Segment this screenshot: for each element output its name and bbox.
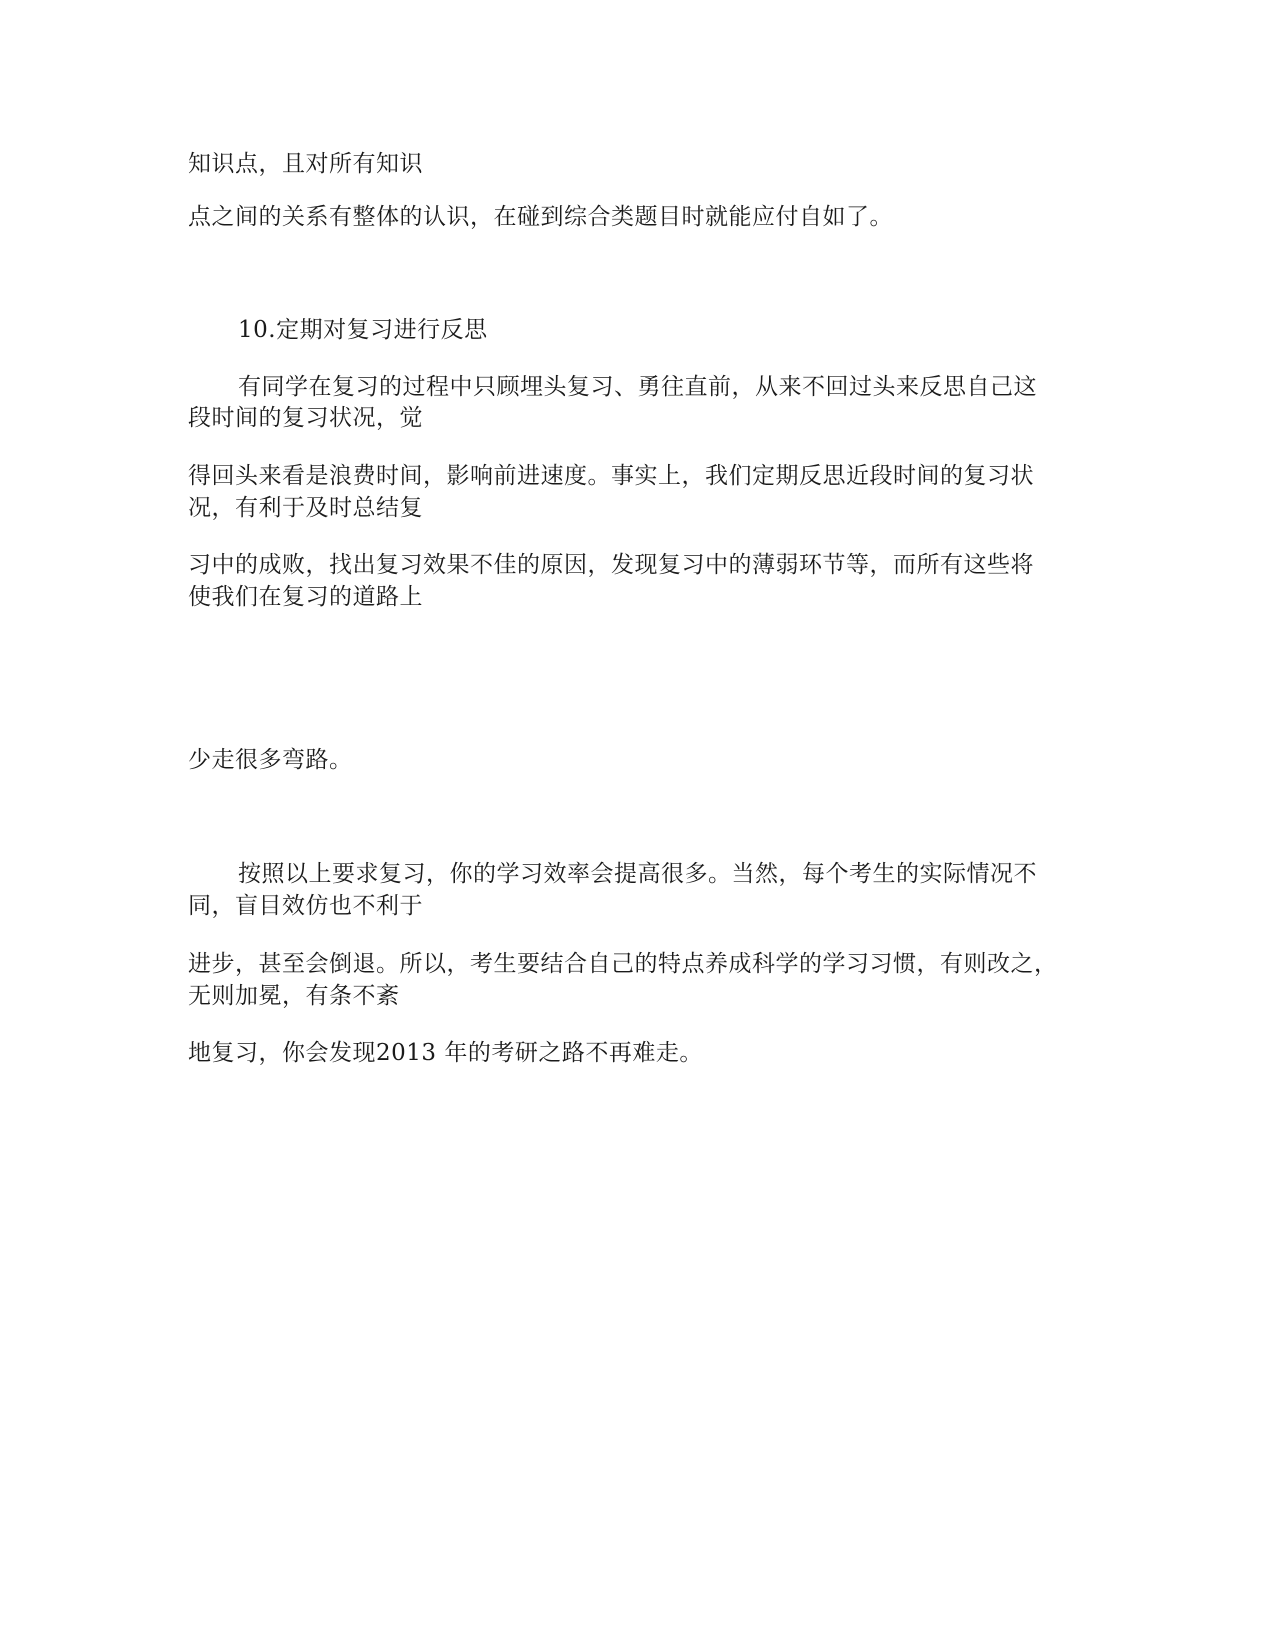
text-line: 点之间的关系有整体的认识，在碰到综合类题目时就能应付自如了。: [188, 204, 893, 230]
text-line: 有同学在复习的过程中只顾埋头复习、勇往直前，从来不回过头来反思自己这: [238, 374, 1037, 400]
text-line: 况，有利于及时总结复: [188, 495, 423, 521]
text-line: 同，盲目效仿也不利于: [188, 893, 423, 919]
section-heading: 10.定期对复习进行反思: [238, 317, 488, 343]
text-line: 少走很多弯路。: [188, 747, 353, 773]
text-line: 习中的成败，找出复习效果不佳的原因，发现复习中的薄弱环节等，而所有这些将: [188, 552, 1034, 578]
text-line: 段时间的复习状况，觉: [188, 405, 423, 431]
text-line: 无则加冕，有条不紊: [188, 983, 400, 1009]
text-line: 使我们在复习的道路上: [188, 584, 423, 610]
text-line: 得回头来看是浪费时间，影响前进速度。事实上，我们定期反思近段时间的复习状: [188, 463, 1034, 489]
text-line: 进步，甚至会倒退。所以，考生要结合自己的特点养成科学的学习习惯，有则改之，: [188, 951, 1058, 977]
text-line: 地复习，你会发现2013 年的考研之路不再难走。: [188, 1040, 703, 1066]
text-line: 按照以上要求复习，你的学习效率会提高很多。当然，每个考生的实际情况不: [238, 861, 1037, 887]
text-line: 知识点，且对所有知识: [188, 151, 423, 177]
